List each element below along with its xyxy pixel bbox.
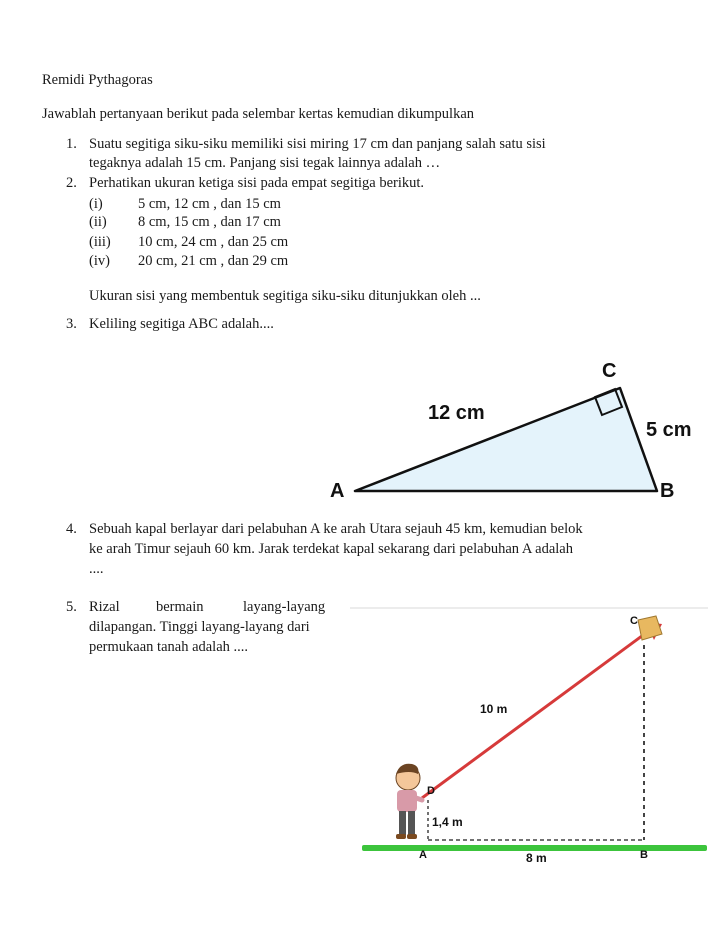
question-text: Perhatikan ukuran ketiga sisi pada empat segitiga berikut. bbox=[89, 175, 425, 191]
question-number: 3. bbox=[66, 316, 77, 332]
vertex-b-label: B bbox=[660, 480, 675, 502]
question-text: ke arah Timur sejauh 60 km. Jarak terdekat kapal sekarang dari pelabuhan A adalah bbox=[89, 541, 573, 557]
triangle-abc bbox=[355, 388, 657, 491]
question-number: 5. bbox=[66, 599, 77, 615]
vertex-c-label: C bbox=[602, 360, 617, 382]
page-title: Remidi Pythagoras bbox=[42, 72, 153, 88]
option-text: 8 cm, 15 cm , dan 17 cm bbox=[138, 214, 281, 230]
question-text: .... bbox=[89, 561, 104, 577]
question-number: 4. bbox=[66, 521, 77, 537]
label-a: A bbox=[419, 849, 427, 861]
question-text: Sebuah kapal berlayar dari pelabuhan A ke arah Utara sejauh 45 km, kemudian belok bbox=[89, 521, 583, 537]
option-label: (iv) bbox=[89, 253, 110, 269]
boy-icon bbox=[396, 764, 422, 839]
label-b: B bbox=[640, 849, 648, 861]
question-number: 1. bbox=[66, 136, 77, 152]
side-ac-label: 12 cm bbox=[428, 402, 485, 424]
height-ad-label: 1,4 m bbox=[432, 815, 463, 829]
question-text: dilapangan. Tinggi layang-layang dari bbox=[89, 619, 310, 635]
question-text: Ukuran sisi yang membentuk segitiga siku-siku ditunjukkan oleh ... bbox=[89, 288, 481, 304]
option-text: 5 cm, 12 cm , dan 15 cm bbox=[138, 196, 281, 212]
label-d: D bbox=[427, 785, 435, 797]
distance-ab-label: 8 m bbox=[526, 851, 547, 865]
label-c: C bbox=[630, 615, 638, 627]
triangle-abc-figure bbox=[320, 345, 720, 505]
question-text: permukaan tanah adalah .... bbox=[89, 639, 249, 655]
question-text: Rizal bbox=[89, 599, 120, 615]
kite-string bbox=[422, 630, 650, 798]
option-label: (ii) bbox=[89, 214, 107, 230]
question-text: Keliling segitiga ABC adalah.... bbox=[89, 316, 274, 332]
question-number: 2. bbox=[66, 175, 77, 191]
option-label: (i) bbox=[89, 196, 103, 212]
question-text: Suatu segitiga siku-siku memiliki sisi miring 17 cm dan panjang salah satu sisi bbox=[89, 136, 546, 152]
option-label: (iii) bbox=[89, 234, 111, 250]
instruction: Jawablah pertanyaan berikut pada selembar kertas kemudian dikumpulkan bbox=[42, 106, 475, 122]
kite-figure bbox=[350, 600, 710, 870]
vertex-a-label: A bbox=[330, 480, 345, 502]
question-text: tegaknya adalah 15 cm. Panjang sisi tegak lainnya adalah … bbox=[89, 155, 441, 171]
option-text: 10 cm, 24 cm , dan 25 cm bbox=[138, 234, 289, 250]
kite-icon bbox=[638, 616, 662, 640]
side-cb-label: 5 cm bbox=[646, 419, 692, 441]
question-text: bermain bbox=[156, 599, 204, 615]
question-text: layang-layang bbox=[243, 599, 326, 615]
string-length-label: 10 m bbox=[480, 702, 508, 716]
option-text: 20 cm, 21 cm , dan 29 cm bbox=[138, 253, 289, 269]
